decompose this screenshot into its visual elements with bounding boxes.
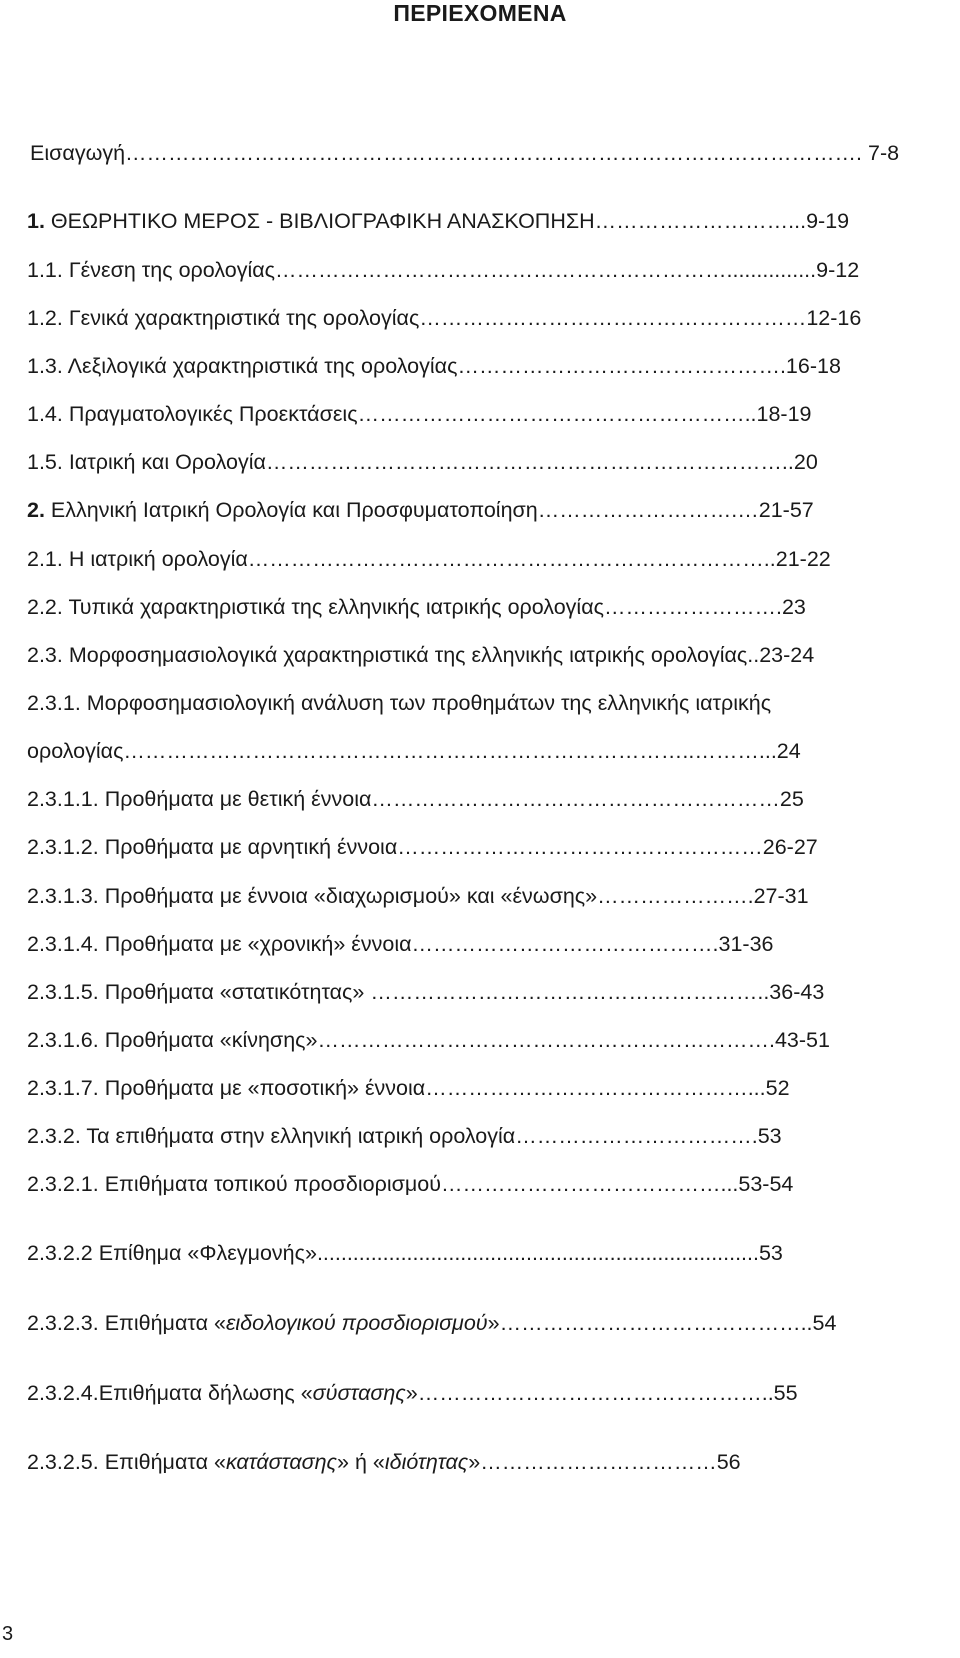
toc-entry-2-3-2-4: 2.3.2.4.Επιθήματα δήλωσης «σύστασης»…………………………………………..55: [27, 1381, 798, 1405]
toc-entry-2-3-2: 2.3.2. Τα επιθήματα στην ελληνική ιατρική ορολογία…………………………….53: [27, 1124, 782, 1148]
toc-entry-2-1: 2.1. Η ιατρική ορολογία………………………………………………………………..21-22: [27, 547, 831, 571]
toc-entry-2-3-2-3: 2.3.2.3. Επιθήματα «ειδολογικού προσδιορισμού»……………………………………..54: [27, 1311, 837, 1335]
toc-entry-2-3-2-5: 2.3.2.5. Επιθήματα «κατάστασης» ή «ιδιότητας»……………………………56: [27, 1450, 741, 1474]
toc-entry-1-4: 1.4. Πραγματολογικές Προεκτάσεις………………………………………………..18-19: [27, 402, 812, 426]
toc-entry-1: 1. ΘΕΩΡΗΤΙΚΟ ΜΕΡΟΣ - ΒΙΒΛΙΟΓΡΑΦΙΚΗ ΑΝΑΣΚΟΠΗΣΗ………………………...9-19: [27, 209, 850, 233]
page-title: ΠΕΡΙΕΧΟΜΕΝΑ: [393, 0, 567, 26]
page-number: 3: [2, 1623, 14, 1645]
toc-entry-number: 1.: [27, 209, 45, 233]
toc-entry-1-3: 1.3. Λεξιλογικά χαρακτηριστικά της ορολογίας……………………………………….16-18: [27, 354, 841, 378]
toc-entry-1-5: 1.5. Ιατρική και Ορολογία………………………………………………………………..20: [27, 450, 818, 474]
toc-entry-2-3-1-1: 2.3.1.1. Προθήματα με θετική έννοια…………………………………………………25: [27, 787, 804, 811]
toc-entry-2-3-1-2: 2.3.1.2. Προθήματα με αρνητική έννοια……………………………………………26-27: [27, 835, 818, 859]
toc-entry-2-3-1-6: 2.3.1.6. Προθήματα «κίνησης»……………………………………………………….43-51: [27, 1028, 830, 1052]
toc-entry-2-3-2-2: 2.3.2.2 Επίθημα «Φλεγμονής»..........................................................................53: [27, 1241, 783, 1265]
toc-entry-2-3-1-5: 2.3.1.5. Προθήματα «στατικότητας» ………………………………………………..36-43: [27, 980, 825, 1004]
toc-entry-2: 2. Ελληνική Ιατρική Ορολογία και Προσφυματοποίηση……………………….…21-57: [27, 498, 814, 522]
toc-entry-introduction: Εισαγωγή…………………………………………………………………………………………. 7-8: [30, 141, 900, 165]
toc-entry-2-3-1-7: 2.3.1.7. Προθήματα με «ποσοτική» έννοια………………………………………...52: [27, 1076, 790, 1100]
toc-entry-1-1: 1.1. Γένεση της ορολογίας………………………………………………………...............9-12: [27, 258, 860, 282]
toc-entry-2-3-1-3: 2.3.1.3. Προθήματα με έννοια «διαχωρισμού» και «ένωσης»………………….27-31: [27, 884, 809, 908]
toc-entry-2-3-1: 2.3.1. Μορφοσημασιολογική ανάλυση των προθημάτων της ελληνικής ιατρικής: [27, 691, 772, 715]
toc-entry-2-3-1-cont: ορολογίας……………………………………………………………………..………...24: [27, 739, 801, 763]
toc-entry-2-3-2-1: 2.3.2.1. Επιθήματα τοπικού προσδιορισμού…………………………………...53-54: [27, 1172, 794, 1196]
toc-entry-2-3-1-4: 2.3.1.4. Προθήματα με «χρονική» έννοια…………………………………….31-36: [27, 932, 774, 956]
toc-entry-2-3: 2.3. Μορφοσημασιολογικά χαρακτηριστικά της ελληνικής ιατρικής ορολογίας..23-24: [27, 643, 815, 667]
toc-entry-number: 2.: [27, 498, 45, 522]
toc-entry-1-2: 1.2. Γενικά χαρακτηριστικά της ορολογίας………………………………………………12-16: [27, 306, 862, 330]
toc-entry-2-2: 2.2. Τυπικά χαρακτηριστικά της ελληνικής ιατρικής ορολογίας…………………….23: [27, 595, 806, 619]
